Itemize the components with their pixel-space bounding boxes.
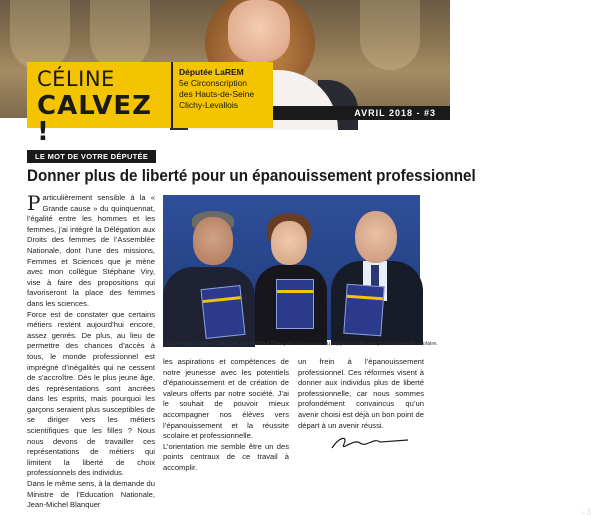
photo-caption: Le 22 février, Céline Calvez et Jean-Michel Blanquer à la remise du rapport sur la voie professionnelle scolaire. (163, 341, 438, 347)
article-paragraph: Force est de constater que certains métiers restent aujourd’hui encore, assez genrés. De plus, au lieu de permettre des chances d’accès à tous, le monde professionnel est imprégné d’inégalités qui ne cessent de s’accroître. Dès le plus jeune âge, des représentations sont ancrées dans les esprits, mais pourquoi les garçons seraient plus susceptibles de se diriger vers les métiers scientifiques que les filles ? Nous nous devons de travailler ces représentations de métiers qui limitent la liberté de choix professionnels des individus. (27, 309, 155, 478)
portrait-face (228, 0, 290, 62)
dropcap: P (27, 191, 41, 215)
title-box (27, 62, 273, 147)
background-arch (360, 0, 420, 70)
article-paragraph: les aspirations et compétences de notre jeunesse avec les potentiels d’épanouissement et de création de valeurs offerts par notre société. J’ai le souhait de pouvoir mieux accompagner nos élèves vers l’épanouissement et la réussite scolaire et professionnelle. (163, 357, 289, 441)
article-column-2 (163, 357, 289, 472)
article-paragraph: L’orientation me semble être un des points centraux de ce travail à accomplir. (163, 441, 289, 472)
constituency-line: 5e Circonscription (179, 78, 248, 88)
deputy-first-name: CÉLINE (37, 67, 115, 91)
report-booklet (343, 284, 384, 337)
article-paragraph: un frein à l’épanouissement professionnel. Ces réformes visent à donner aux individus plus de liberté professionnelle, car nous sommes profondément convaincus qu’un avenir choisi est déjà un bon point de départ à un avenir réussi. (298, 357, 424, 430)
deputy-info (173, 62, 254, 128)
constituency-line: Clichy-Levallois (179, 100, 239, 110)
background-arch (90, 0, 150, 70)
issue-date: AVRIL 2018 - #3 (273, 106, 450, 120)
deputy-role: Députée LaREM (179, 67, 244, 77)
report-booklet (276, 279, 314, 329)
lead-text: articulièrement sensible à la « Grande cause » du quinquennat, l’égalité entre les hommes et les femmes, j’ai intégré la Délégation aux Droits des femmes de l’Assemblée Nationale, dont l’une des missions, Femmes et Sciences que je mène avec mon collègue Stéphane Viry, vise à faire des propositions qui favoriseront la place des femmes dans les sciences. (27, 193, 155, 308)
person-head (193, 217, 233, 265)
constituency-line: des Hauts-de-Seine (179, 89, 255, 99)
photo-credit: © DR (581, 507, 593, 515)
section-label: LE MOT DE VOTRE DÉPUTÉE (27, 150, 156, 163)
deputy-name (27, 62, 173, 147)
deputy-last-name: CALVEZ ! (37, 91, 152, 147)
signature (330, 434, 410, 450)
article-paragraph: Dans le même sens, à la demande du Ministre de l’Education Nationale, Jean-Michel Blanquer (27, 479, 155, 510)
person-head (355, 211, 397, 263)
person-head (271, 221, 307, 265)
report-booklet (200, 285, 245, 339)
article-paragraph (27, 193, 155, 310)
article-headline: Donner plus de liberté pour un épanouissement professionnel (27, 167, 476, 185)
background-arch (10, 0, 70, 70)
article-column-1 (27, 191, 155, 510)
